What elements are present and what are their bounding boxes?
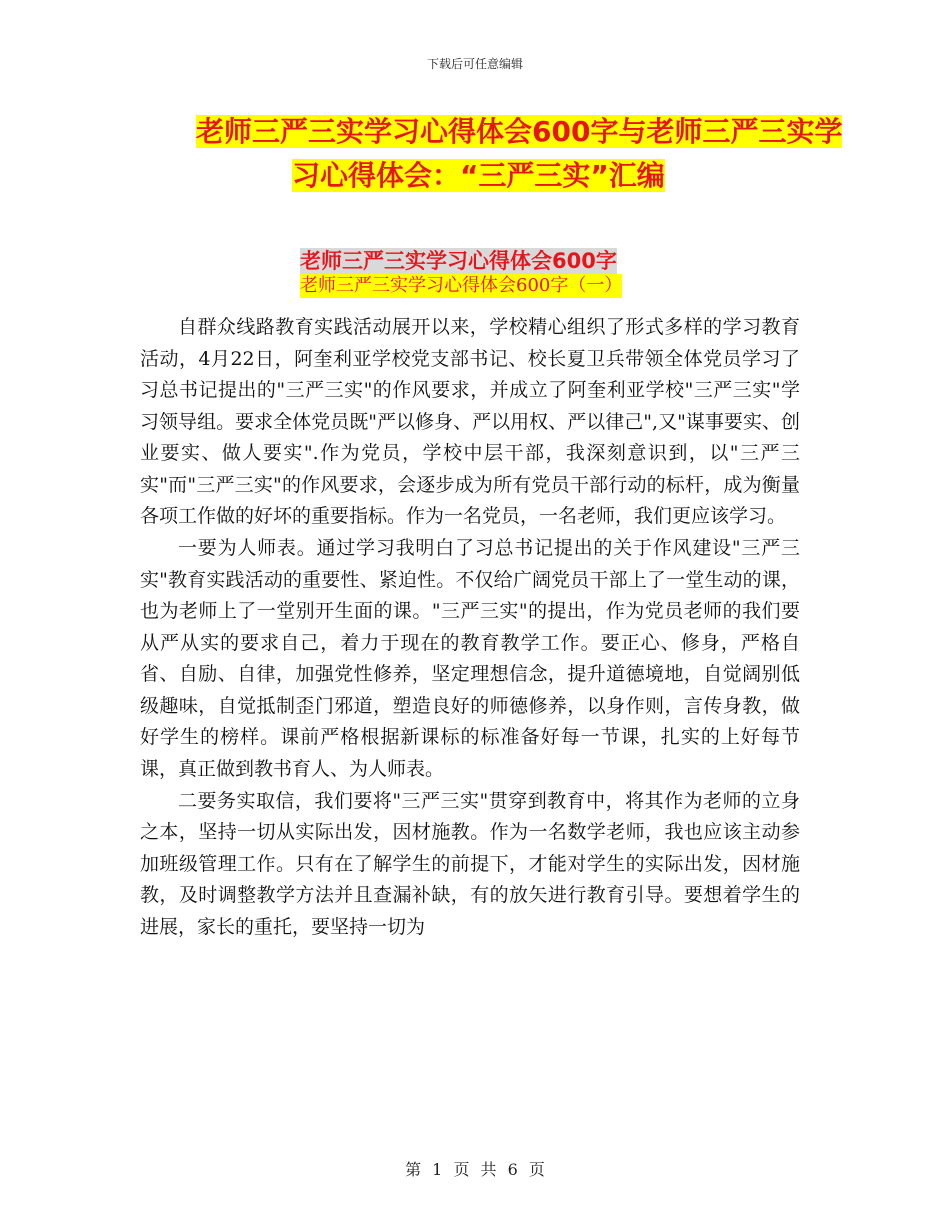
paragraph-3: 二要务实取信，我们要将"三严三实"贯穿到教育中，将其作为老师的立身之本，坚持一切从实际出发，因材施教。作为一名数学老师，我也应该主动参加班级管理工作。只有在了解学生的前提下，才能对学生的实际出发，因材施教，及时调整教学方法并且查漏补缺，有的放矢进行教育引导。要想着学生的进展，家长的重托，要坚持一切为 [140,789,800,938]
document-title [150,110,843,198]
title-line-1-text: 老师三严三实学习心得体会600字与老师三严三实学 [196,115,843,148]
paragraph-2: 一要为人师表。通过学习我明白了习总书记提出的关于作风建设"三严三实"教育实践活动的重要性、紧迫性。不仅给广阔党员干部上了一堂生动的课，也为老师上了一堂别开生面的课。"三严三实"的提出，作为党员老师的我们要从严从实的要求自己，着力于现在的教育教学工作。要正心、修身，严格自省、自励、自律，加强党性修养，坚定理想信念，提升道德境地，自觉阔别低级趣味，自觉抵制歪门邪道，塑造良好的师德修养，以身作则，言传身教，做好学生的榜样。课前严格根据新课标的标准备好每一节课，扎实的上好每节课，真正做到教书育人、为人师表。 [140,537,800,780]
header-note: 下载后可任意编辑 [426,57,523,71]
title-line-2 [150,154,830,198]
section-subtitle: 老师三严三实学习心得体会600字（一） [300,275,623,296]
page-footer: 第 1 页 共 6 页 [405,1160,545,1179]
body-text [140,312,800,944]
title-line-2-text: 习心得体会：“三严三实”汇编 [292,159,665,192]
paragraph-1: 自群众线路教育实践活动展开以来，学校精心组织了形式多样的学习教育活动，4月22日，阿奎利亚学校党支部书记、校长夏卫兵带领全体党员学习了习总书记提出的"三严三实"的作风要求，并成立了阿奎利亚学校"三严三实"学习领导组。要求全体党员既"严以修身、严以用权、严以律己",又"谋事要实、创业要实、做人要实".作为党员，学校中层干部，我深刻意识到，以"三严三实"而"三严三实"的作风要求，会逐步成为所有党员干部行动的标杆，成为衡量各项工作做的好坏的重要指标。作为一名党员，一名老师，我们更应该学习。 [140,316,800,527]
section-title: 老师三严三实学习心得体会600字 [300,249,617,273]
title-line-1 [150,110,843,154]
